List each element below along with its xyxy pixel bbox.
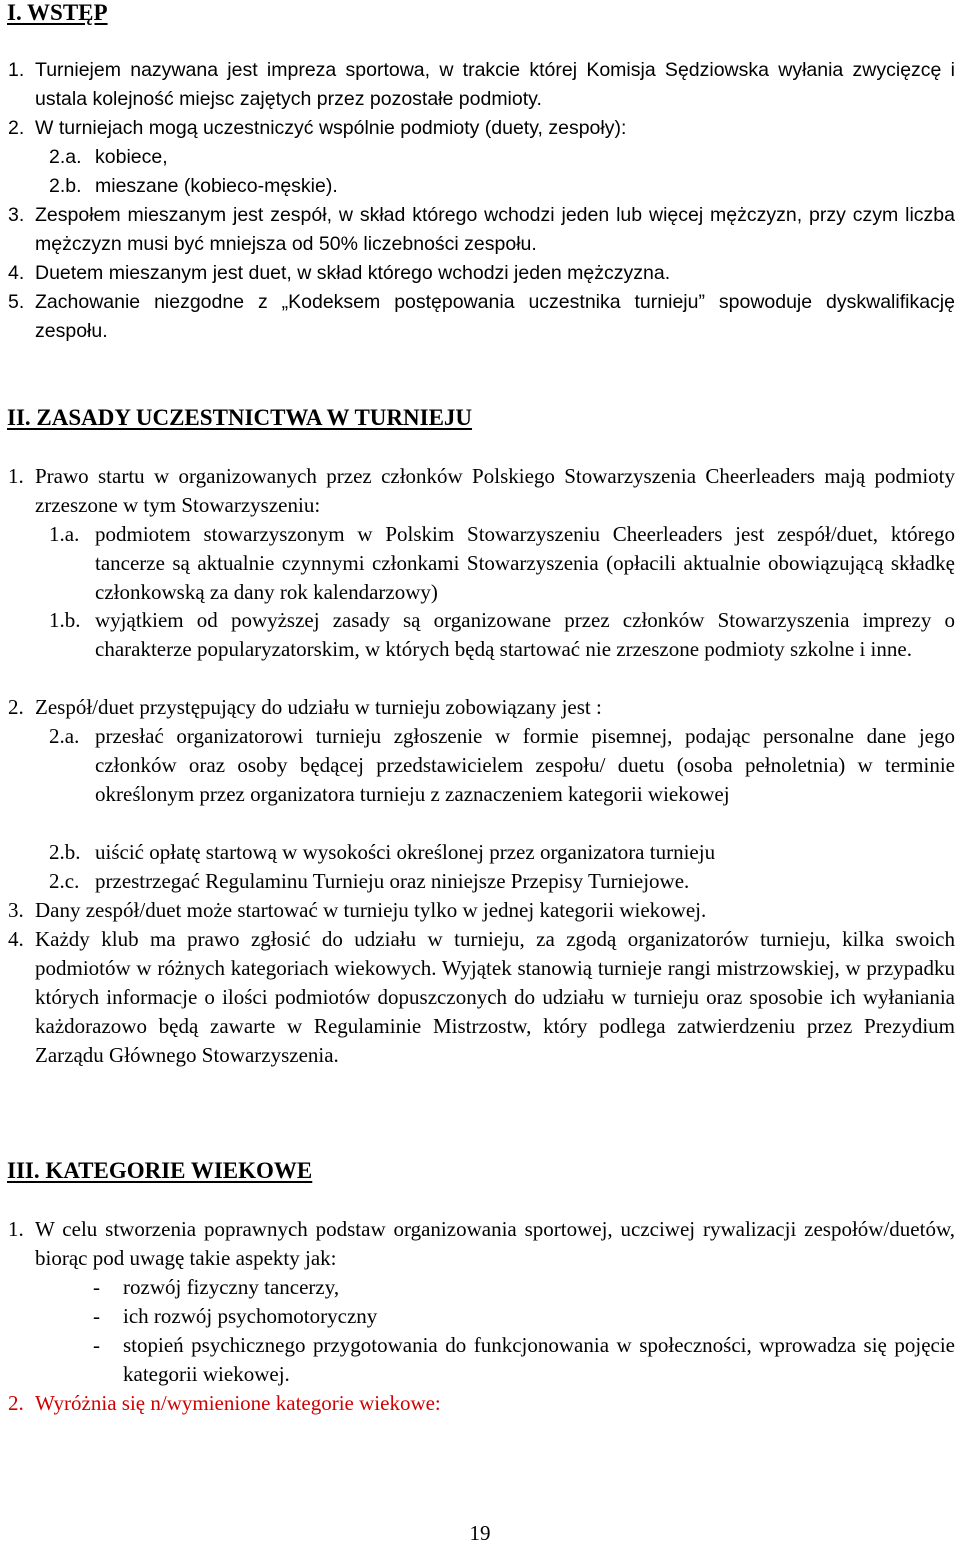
item-number: 2. [8,117,25,139]
list-item [8,259,955,288]
list-item [8,462,955,520]
item-number: 1.b. [49,608,81,632]
item-text: wyjątkiem od powyższej zasady są organizowane przez członków Stowarzyszenia imprezy o charakterze popularyzatorskim, w których będą startować nie zrzeszone podmioty szkolne i inne. [95,608,955,661]
dash-item [93,1302,955,1331]
item-text: ich rozwój psychomotoryczny [123,1304,378,1328]
list-item [49,172,955,201]
list-item [8,925,955,1070]
item-number: 1.a. [49,522,80,546]
list-item [49,867,955,896]
item-number: 2. [8,695,24,719]
list-item [8,1215,955,1273]
dash-item [93,1331,955,1389]
item-text: W celu stworzenia poprawnych podstaw organizowania sportowej, uczciwej rywalizacji zespołów/duetów, biorąc pod uwagę takie aspekty jak: [35,1217,955,1270]
list-item [8,896,955,925]
item-number: 5. [8,291,25,313]
dash-marker: - [93,1275,100,1299]
list-item [8,288,955,346]
section-heading-kategorie: III. KATEGORIE WIEKOWE [7,1158,313,1183]
item-number: 4. [8,262,25,284]
item-number: 2. [8,1391,24,1415]
item-text: kobiece, [95,146,168,168]
dash-marker: - [93,1333,100,1357]
item-number: 3. [8,898,24,922]
item-text: Prawo startu w organizowanych przez członków Polskiego Stowarzyszenia Cheerleaders mają podmioty zrzeszone w tym Stowarzyszeniu: [35,464,955,517]
item-text: W turniejach mogą uczestniczyć wspólnie podmioty (duety, zespoły): [35,117,627,139]
list-item [49,143,955,172]
section-heading-zasady: II. ZASADY UCZESTNICTWA W TURNIEJU [7,405,473,430]
item-text: Zachowanie niezgodne z „Kodeksem postępowania uczestnika turnieju” spowoduje dyskwalifikację zespołu. [35,291,955,342]
item-text: podmiotem stowarzyszonym w Polskim Stowarzyszeniu Cheerleaders jest zespół/duet, którego tancerze są aktualnie czynnymi członkami Stowarzyszenia (opłacili aktualnie obowiązującą składkę członkowską za dany rok kalendarzowy) [95,522,955,604]
item-text: przesłać organizatorowi turnieju zgłoszenie w formie pisemnej, podając personalne dane jego członków oraz osoby będącej przedstawicielem zespołu/ duetu (osoba pełnoletnia) w terminie określonym przez organizatora turnieju z zaznaczeniem kategorii wiekowej [95,724,955,806]
list-item [8,693,955,722]
list-item [49,520,955,607]
item-number: 1. [8,1217,24,1241]
item-text: Turniejem nazywana jest impreza sportowa, w trakcie której Komisja Sędziowska wyłania zwycięzcę i ustala kolejność miejsc zajętych przez pozostałe podmioty. [35,59,955,110]
item-text: Zespołem mieszanym jest zespół, w skład którego wchodzi jeden lub więcej mężczyzn, przy czym liczba mężczyzn musi być mniejsza od 50% liczebności zespołu. [35,204,955,255]
item-number: 2.a. [49,724,80,748]
item-text: przestrzegać Regulaminu Turnieju oraz niniejsze Przepisy Turniejowe. [95,869,690,893]
list-item [49,722,955,809]
item-number: 4. [8,927,24,951]
item-text: uiścić opłatę startową w wysokości określonej przez organizatora turnieju [95,840,716,864]
list-item [49,838,955,867]
item-text: rozwój fizyczny tancerzy, [123,1275,340,1299]
item-number: 2.c. [49,869,80,893]
page-number: 19 [469,1521,491,1545]
item-text: Duetem mieszanym jest duet, w skład którego wchodzi jeden mężczyzna. [35,262,671,284]
item-number: 2.b. [49,840,81,864]
list-item [49,606,955,664]
item-number: 1. [8,59,25,81]
section-heading-wstep: I. WSTĘP [7,0,108,25]
item-text: Dany zespół/duet może startować w turnieju tylko w jednej kategorii wiekowej. [35,898,707,922]
dash-item [93,1273,955,1302]
item-text: mieszane (kobieco-męskie). [95,175,338,197]
item-number: 1. [8,464,24,488]
item-text: stopień psychicznego przygotowania do funkcjonowania w społeczności, wprowadza się pojęcie kategorii wiekowej. [123,1333,955,1386]
item-number: 3. [8,204,25,226]
list-item [8,56,955,114]
list-item [8,114,955,143]
dash-marker: - [93,1304,100,1328]
item-text: Każdy klub ma prawo zgłosić do udziału w turnieju, za zgodą organizatorów turnieju, kilka swoich podmiotów w różnych kategoriach wiekowych. Wyjątek stanowią turnieje rangi mistrzowskiej, w przypadku których informacje o ilości podmiotów dopuszczonych do udziału w turnieju oraz sposobie ich wyłaniania każdorazowo będą zawarte w Regulaminie Mistrzostw, który podlega zatwierdzeniu przez Prezydium Zarządu Głównego Stowarzyszenia. [35,927,955,1067]
item-number: 2.a. [49,146,82,168]
list-item [8,201,955,259]
item-number: 2.b. [49,175,82,197]
item-text: Wyróżnia się n/wymienione kategorie wiekowe: [35,1391,441,1415]
item-text: Zespół/duet przystępujący do udziału w turnieju zobowiązany jest : [35,695,602,719]
list-item-highlighted [8,1389,955,1418]
